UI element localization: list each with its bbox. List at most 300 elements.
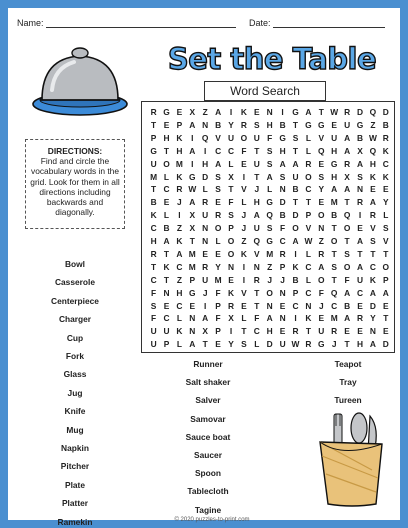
grid-letter[interactable]: N bbox=[279, 313, 286, 324]
grid-letter[interactable]: O bbox=[318, 210, 325, 221]
grid-letter[interactable]: O bbox=[305, 171, 312, 182]
grid-letter[interactable]: R bbox=[202, 197, 209, 208]
grid-letter[interactable]: B bbox=[215, 119, 222, 130]
grid-letter[interactable]: R bbox=[215, 210, 222, 221]
grid-letter[interactable]: S bbox=[150, 300, 157, 311]
grid-letter[interactable]: Y bbox=[318, 184, 325, 195]
grid-letter[interactable]: U bbox=[356, 274, 364, 285]
grid-letter[interactable]: O bbox=[163, 158, 170, 169]
grid-letter[interactable]: S bbox=[357, 171, 363, 182]
grid-letter[interactable]: N bbox=[266, 300, 273, 311]
grid-letter[interactable]: P bbox=[279, 261, 286, 272]
grid-letter[interactable]: L bbox=[305, 248, 311, 259]
grid-letter[interactable]: K bbox=[369, 171, 376, 182]
grid-letter[interactable]: P bbox=[228, 223, 234, 234]
grid-letter[interactable]: C bbox=[305, 184, 312, 195]
grid-letter[interactable]: H bbox=[253, 197, 260, 208]
grid-letter[interactable]: R bbox=[344, 158, 351, 169]
grid-letter[interactable]: G bbox=[266, 236, 273, 246]
grid-letter[interactable]: L bbox=[241, 313, 247, 324]
grid-letter[interactable]: T bbox=[292, 119, 299, 130]
grid-letter[interactable]: R bbox=[150, 107, 157, 117]
grid-letter[interactable]: F bbox=[151, 287, 157, 298]
grid-letter[interactable]: N bbox=[189, 326, 196, 337]
grid-letter[interactable]: R bbox=[253, 274, 260, 285]
grid-letter[interactable]: S bbox=[279, 171, 286, 182]
grid-letter[interactable]: H bbox=[266, 326, 273, 337]
grid-letter[interactable]: U bbox=[292, 171, 299, 182]
grid-letter[interactable]: N bbox=[279, 184, 286, 195]
grid-letter[interactable]: T bbox=[305, 197, 311, 208]
grid-letter[interactable]: E bbox=[215, 339, 221, 350]
grid-letter[interactable]: L bbox=[305, 274, 311, 285]
grid-letter[interactable]: K bbox=[292, 261, 299, 272]
grid-letter[interactable]: V bbox=[305, 223, 312, 234]
grid-letter[interactable]: L bbox=[202, 184, 208, 195]
grid-letter[interactable]: V bbox=[253, 248, 260, 259]
grid-letter[interactable]: E bbox=[370, 184, 376, 195]
grid-letter[interactable]: P bbox=[215, 300, 221, 311]
grid-letter[interactable]: L bbox=[228, 158, 234, 169]
grid-letter[interactable]: N bbox=[202, 223, 209, 234]
grid-letter[interactable]: L bbox=[267, 184, 273, 195]
grid-letter[interactable]: L bbox=[305, 132, 311, 143]
grid-letter[interactable]: V bbox=[215, 132, 221, 143]
grid-letter[interactable]: J bbox=[254, 184, 260, 195]
grid-letter[interactable]: Y bbox=[228, 119, 234, 130]
grid-letter[interactable]: H bbox=[202, 158, 209, 169]
grid-letter[interactable]: A bbox=[253, 210, 260, 221]
grid-letter[interactable]: V bbox=[318, 132, 325, 143]
grid-letter[interactable]: A bbox=[369, 287, 376, 298]
grid-letter[interactable]: A bbox=[189, 339, 196, 350]
grid-letter[interactable]: E bbox=[215, 197, 221, 208]
grid-letter[interactable]: K bbox=[369, 274, 376, 285]
grid-letter[interactable]: B bbox=[292, 274, 299, 285]
grid-letter[interactable]: U bbox=[344, 119, 351, 130]
grid-letter[interactable]: I bbox=[358, 210, 362, 221]
grid-letter[interactable]: Z bbox=[176, 274, 182, 285]
grid-letter[interactable]: K bbox=[150, 210, 157, 221]
grid-letter[interactable]: E bbox=[331, 119, 337, 130]
grid-letter[interactable]: I bbox=[242, 171, 246, 182]
grid-letter[interactable]: O bbox=[343, 261, 351, 272]
grid-letter[interactable]: O bbox=[266, 287, 273, 298]
grid-letter[interactable]: F bbox=[318, 287, 324, 298]
grid-letter[interactable]: U bbox=[279, 339, 286, 350]
grid-letter[interactable]: C bbox=[292, 300, 299, 311]
grid-letter[interactable]: R bbox=[331, 326, 338, 337]
grid-letter[interactable]: V bbox=[241, 287, 247, 298]
grid-letter[interactable]: N bbox=[369, 326, 376, 337]
grid-letter[interactable]: X bbox=[344, 171, 350, 182]
grid-letter[interactable]: L bbox=[163, 171, 170, 182]
grid-letter[interactable]: C bbox=[163, 184, 170, 195]
grid-letter[interactable]: A bbox=[356, 158, 364, 169]
grid-letter[interactable]: U bbox=[202, 274, 209, 285]
grid-letter[interactable]: S bbox=[241, 339, 247, 350]
grid-letter[interactable]: T bbox=[305, 326, 311, 337]
grid-letter[interactable]: H bbox=[331, 145, 338, 156]
grid-letter[interactable]: R bbox=[279, 248, 286, 259]
grid-letter[interactable]: M bbox=[330, 313, 338, 324]
grid-letter[interactable]: G bbox=[189, 287, 196, 298]
grid-letter[interactable]: V bbox=[382, 236, 389, 246]
grid-letter[interactable]: K bbox=[227, 287, 235, 298]
grid-letter[interactable]: T bbox=[163, 274, 170, 285]
grid-letter[interactable]: A bbox=[279, 158, 286, 169]
grid-letter[interactable]: K bbox=[382, 171, 389, 182]
grid-letter[interactable]: L bbox=[176, 313, 182, 324]
grid-letter[interactable]: X bbox=[189, 210, 196, 221]
grid-letter[interactable]: C bbox=[227, 145, 235, 156]
grid-letter[interactable]: R bbox=[202, 261, 209, 272]
grid-letter[interactable]: N bbox=[279, 287, 286, 298]
grid-letter[interactable]: T bbox=[254, 287, 260, 298]
grid-letter[interactable]: T bbox=[202, 339, 208, 350]
grid-letter[interactable]: S bbox=[318, 171, 325, 182]
grid-letter[interactable]: U bbox=[163, 326, 170, 337]
grid-letter[interactable]: Q bbox=[330, 287, 338, 298]
grid-letter[interactable]: T bbox=[383, 313, 389, 324]
grid-letter[interactable]: H bbox=[369, 158, 376, 169]
grid-letter[interactable]: M bbox=[175, 158, 183, 169]
grid-letter[interactable]: N bbox=[202, 236, 209, 246]
grid-letter[interactable]: S bbox=[370, 236, 376, 246]
grid-letter[interactable]: A bbox=[176, 248, 183, 259]
grid-letter[interactable]: I bbox=[294, 248, 297, 259]
grid-letter[interactable]: Q bbox=[266, 210, 273, 221]
grid-letter[interactable]: M bbox=[150, 171, 158, 182]
grid-letter[interactable]: T bbox=[370, 248, 376, 259]
grid-letter[interactable]: T bbox=[344, 236, 350, 246]
grid-letter[interactable]: C bbox=[369, 261, 376, 272]
grid-letter[interactable]: B bbox=[356, 132, 364, 143]
grid-letter[interactable]: W bbox=[304, 236, 313, 246]
grid-letter[interactable]: K bbox=[176, 171, 183, 182]
grid-letter[interactable]: Z bbox=[176, 223, 182, 234]
grid-letter[interactable]: E bbox=[318, 197, 325, 208]
grid-letter[interactable]: O bbox=[318, 274, 325, 285]
grid-letter[interactable]: H bbox=[331, 171, 338, 182]
grid-letter[interactable]: R bbox=[176, 184, 183, 195]
grid-letter[interactable]: F bbox=[254, 313, 260, 324]
grid-letter[interactable]: R bbox=[356, 313, 364, 324]
grid-letter[interactable]: A bbox=[344, 287, 351, 298]
grid-letter[interactable]: E bbox=[189, 300, 196, 311]
grid-letter[interactable]: A bbox=[344, 313, 351, 324]
grid-letter[interactable]: O bbox=[382, 261, 390, 272]
grid-letter[interactable]: A bbox=[266, 313, 273, 324]
grid-letter[interactable]: T bbox=[254, 300, 260, 311]
grid-letter[interactable]: H bbox=[176, 287, 183, 298]
grid-letter[interactable]: Y bbox=[382, 197, 389, 208]
grid-letter[interactable]: G bbox=[292, 107, 299, 117]
grid-letter[interactable]: B bbox=[279, 210, 286, 221]
grid-letter[interactable]: J bbox=[202, 287, 208, 298]
grid-letter[interactable]: Q bbox=[369, 145, 377, 156]
grid-letter[interactable]: I bbox=[191, 132, 194, 143]
grid-letter[interactable]: R bbox=[382, 132, 389, 143]
grid-letter[interactable]: C bbox=[305, 261, 312, 272]
grid-letter[interactable]: B bbox=[382, 119, 389, 130]
grid-letter[interactable]: B bbox=[279, 119, 286, 130]
grid-letter[interactable]: I bbox=[229, 326, 233, 337]
grid-letter[interactable]: C bbox=[305, 287, 312, 298]
grid-letter[interactable]: T bbox=[254, 145, 260, 156]
grid-letter[interactable]: P bbox=[215, 326, 221, 337]
grid-letter[interactable]: C bbox=[215, 145, 222, 156]
grid-letter[interactable]: C bbox=[163, 313, 170, 324]
grid-letter[interactable]: W bbox=[291, 339, 300, 350]
grid-letter[interactable]: H bbox=[356, 339, 364, 350]
grid-letter[interactable]: B bbox=[331, 210, 338, 221]
grid-letter[interactable]: Y bbox=[228, 339, 234, 350]
grid-letter[interactable]: D bbox=[279, 197, 286, 208]
grid-letter[interactable]: C bbox=[331, 300, 338, 311]
grid-letter[interactable]: S bbox=[266, 158, 273, 169]
grid-letter[interactable]: E bbox=[163, 300, 170, 311]
grid-letter[interactable]: E bbox=[279, 300, 286, 311]
grid-letter[interactable]: E bbox=[253, 107, 260, 117]
grid-letter[interactable]: E bbox=[176, 107, 183, 117]
grid-letter[interactable]: U bbox=[202, 210, 209, 221]
grid-letter[interactable]: D bbox=[356, 107, 364, 117]
grid-letter[interactable]: R bbox=[227, 300, 235, 311]
grid-letter[interactable]: F bbox=[241, 145, 247, 156]
grid-letter[interactable]: L bbox=[383, 210, 389, 221]
grid-letter[interactable]: D bbox=[202, 171, 209, 182]
grid-letter[interactable]: H bbox=[279, 145, 286, 156]
grid-letter[interactable]: H bbox=[150, 236, 157, 246]
grid-letter[interactable]: U bbox=[227, 132, 235, 143]
grid-letter[interactable]: D bbox=[382, 339, 389, 350]
grid-letter[interactable]: O bbox=[227, 248, 235, 259]
grid-letter[interactable]: N bbox=[305, 300, 312, 311]
grid-letter[interactable]: S bbox=[253, 119, 260, 130]
grid-letter[interactable]: G bbox=[356, 119, 364, 130]
grid-letter[interactable]: G bbox=[318, 339, 325, 350]
grid-letter[interactable]: A bbox=[331, 184, 338, 195]
grid-letter[interactable]: J bbox=[331, 339, 337, 350]
grid-letter[interactable]: B bbox=[344, 300, 351, 311]
grid-letter[interactable]: R bbox=[369, 210, 376, 221]
grid-letter[interactable]: X bbox=[228, 313, 234, 324]
grid-letter[interactable]: E bbox=[382, 300, 389, 311]
grid-letter[interactable]: I bbox=[242, 261, 246, 272]
grid-letter[interactable]: E bbox=[241, 300, 247, 311]
grid-letter[interactable]: E bbox=[202, 248, 208, 259]
grid-letter[interactable]: E bbox=[228, 274, 234, 285]
grid-letter[interactable]: S bbox=[228, 210, 234, 221]
grid-letter[interactable]: M bbox=[188, 261, 196, 272]
grid-letter[interactable]: D bbox=[266, 339, 273, 350]
grid-letter[interactable]: A bbox=[215, 107, 222, 117]
grid-letter[interactable]: U bbox=[150, 339, 157, 350]
grid-letter[interactable]: K bbox=[240, 107, 247, 117]
grid-letter[interactable]: R bbox=[240, 119, 247, 130]
grid-letter[interactable]: A bbox=[356, 236, 364, 246]
grid-letter[interactable]: N bbox=[202, 119, 209, 130]
grid-letter[interactable]: G bbox=[330, 158, 338, 169]
grid-letter[interactable]: E bbox=[215, 248, 221, 259]
grid-letter[interactable]: K bbox=[176, 132, 183, 143]
grid-letter[interactable]: K bbox=[382, 145, 389, 156]
grid-letter[interactable]: I bbox=[204, 300, 207, 311]
grid-letter[interactable]: G bbox=[318, 119, 325, 130]
grid-letter[interactable]: T bbox=[357, 248, 363, 259]
grid-letter[interactable]: Q bbox=[201, 132, 209, 143]
grid-letter[interactable]: E bbox=[318, 313, 325, 324]
grid-letter[interactable]: P bbox=[150, 132, 157, 143]
grid-letter[interactable]: I bbox=[178, 210, 181, 221]
grid-letter[interactable]: Y bbox=[215, 261, 221, 272]
grid-letter[interactable]: H bbox=[163, 132, 170, 143]
grid-letter[interactable]: P bbox=[189, 274, 196, 285]
grid-letter[interactable]: V bbox=[370, 223, 376, 234]
grid-letter[interactable]: E bbox=[382, 326, 389, 337]
grid-letter[interactable]: O bbox=[343, 223, 351, 234]
grid-letter[interactable]: J bbox=[267, 274, 273, 285]
grid-letter[interactable]: I bbox=[294, 313, 297, 324]
grid-letter[interactable]: A bbox=[189, 145, 196, 156]
grid-letter[interactable]: X bbox=[357, 145, 363, 156]
grid-letter[interactable]: A bbox=[215, 158, 222, 169]
grid-letter[interactable]: E bbox=[357, 223, 363, 234]
grid-letter[interactable]: P bbox=[382, 274, 389, 285]
grid-letter[interactable]: O bbox=[330, 236, 338, 246]
grid-letter[interactable]: E bbox=[241, 158, 247, 169]
grid-letter[interactable]: A bbox=[369, 197, 376, 208]
grid-letter[interactable]: C bbox=[356, 287, 364, 298]
grid-letter[interactable]: C bbox=[253, 326, 260, 337]
grid-letter[interactable]: R bbox=[292, 326, 299, 337]
grid-letter[interactable]: S bbox=[344, 248, 350, 259]
grid-letter[interactable]: N bbox=[266, 107, 273, 117]
grid-letter[interactable]: N bbox=[189, 313, 196, 324]
grid-letter[interactable]: A bbox=[305, 107, 312, 117]
grid-letter[interactable]: C bbox=[279, 236, 286, 246]
grid-letter[interactable]: C bbox=[150, 223, 157, 234]
grid-letter[interactable]: A bbox=[344, 184, 351, 195]
grid-letter[interactable]: G bbox=[266, 197, 273, 208]
grid-letter[interactable]: X bbox=[189, 107, 196, 117]
grid-letter[interactable]: I bbox=[191, 158, 194, 169]
grid-letter[interactable]: M bbox=[214, 274, 222, 285]
grid-letter[interactable]: M bbox=[188, 248, 196, 259]
grid-letter[interactable]: S bbox=[215, 171, 221, 182]
grid-letter[interactable]: B bbox=[292, 184, 299, 195]
grid-letter[interactable]: O bbox=[240, 132, 248, 143]
grid-letter[interactable]: H bbox=[176, 145, 183, 156]
grid-letter[interactable]: T bbox=[163, 248, 170, 259]
grid-letter[interactable]: U bbox=[331, 132, 338, 143]
grid-letter[interactable]: U bbox=[150, 158, 157, 169]
grid-letter[interactable]: A bbox=[202, 313, 209, 324]
grid-letter[interactable]: E bbox=[357, 326, 363, 337]
grid-letter[interactable]: Z bbox=[202, 107, 208, 117]
grid-letter[interactable]: K bbox=[176, 326, 183, 337]
grid-letter[interactable]: G bbox=[150, 145, 157, 156]
grid-letter[interactable]: Q bbox=[369, 107, 377, 117]
grid-letter[interactable]: E bbox=[382, 184, 389, 195]
grid-letter[interactable]: F bbox=[280, 223, 286, 234]
grid-letter[interactable]: A bbox=[292, 158, 299, 169]
name-line[interactable] bbox=[46, 18, 236, 28]
grid-letter[interactable]: N bbox=[253, 261, 260, 272]
grid-letter[interactable]: Y bbox=[370, 313, 376, 324]
grid-letter[interactable]: S bbox=[266, 223, 273, 234]
date-line[interactable] bbox=[273, 18, 385, 28]
grid-letter[interactable]: X bbox=[228, 171, 234, 182]
grid-letter[interactable]: P bbox=[176, 119, 183, 130]
grid-letter[interactable]: C bbox=[150, 274, 157, 285]
grid-letter[interactable]: J bbox=[177, 197, 182, 208]
grid-letter[interactable]: W bbox=[368, 132, 377, 143]
grid-letter[interactable]: N bbox=[163, 287, 170, 298]
grid-letter[interactable]: I bbox=[229, 107, 233, 117]
grid-letter[interactable]: T bbox=[344, 339, 350, 350]
grid-letter[interactable]: U bbox=[253, 223, 260, 234]
grid-letter[interactable]: D bbox=[382, 107, 389, 117]
grid-letter[interactable]: H bbox=[266, 119, 273, 130]
grid-letter[interactable]: T bbox=[331, 274, 337, 285]
grid-letter[interactable]: C bbox=[382, 158, 389, 169]
grid-letter[interactable]: T bbox=[241, 326, 247, 337]
grid-letter[interactable]: Q bbox=[343, 210, 351, 221]
grid-letter[interactable]: E bbox=[163, 119, 170, 130]
grid-letter[interactable]: M bbox=[266, 248, 274, 259]
grid-letter[interactable]: S bbox=[292, 132, 299, 143]
grid-letter[interactable]: Z bbox=[370, 119, 376, 130]
grid-letter[interactable]: Q bbox=[318, 145, 325, 156]
grid-letter[interactable]: S bbox=[215, 184, 221, 195]
grid-letter[interactable]: T bbox=[292, 197, 299, 208]
grid-letter[interactable]: J bbox=[318, 300, 324, 311]
grid-letter[interactable]: L bbox=[163, 210, 170, 221]
grid-letter[interactable]: P bbox=[305, 210, 312, 221]
grid-letter[interactable]: A bbox=[356, 261, 364, 272]
word-search-grid[interactable] bbox=[141, 101, 395, 353]
grid-letter[interactable]: E bbox=[163, 197, 170, 208]
grid-letter[interactable]: G bbox=[279, 132, 286, 143]
grid-letter[interactable]: G bbox=[163, 107, 170, 117]
grid-letter[interactable]: X bbox=[189, 223, 196, 234]
grid-letter[interactable]: F bbox=[344, 274, 350, 285]
grid-letter[interactable]: F bbox=[215, 287, 221, 298]
grid-letter[interactable]: T bbox=[254, 171, 260, 182]
grid-letter[interactable]: O bbox=[214, 223, 222, 234]
grid-letter[interactable]: T bbox=[151, 119, 157, 130]
grid-letter[interactable]: I bbox=[281, 107, 284, 117]
grid-letter[interactable]: C bbox=[176, 300, 183, 311]
grid-letter[interactable]: T bbox=[151, 261, 157, 272]
grid-letter[interactable]: T bbox=[318, 107, 324, 117]
grid-letter[interactable]: O bbox=[227, 236, 235, 246]
grid-letter[interactable]: T bbox=[189, 236, 195, 246]
grid-letter[interactable]: R bbox=[305, 158, 312, 169]
grid-letter[interactable]: E bbox=[344, 326, 350, 337]
grid-letter[interactable]: I bbox=[204, 145, 207, 156]
grid-letter[interactable]: T bbox=[151, 184, 157, 195]
grid-letter[interactable]: A bbox=[189, 119, 196, 130]
grid-letter[interactable]: U bbox=[253, 132, 260, 143]
grid-letter[interactable]: R bbox=[150, 248, 157, 259]
grid-letter[interactable]: V bbox=[241, 184, 247, 195]
grid-letter[interactable]: I bbox=[242, 274, 246, 285]
grid-letter[interactable]: E bbox=[279, 326, 286, 337]
grid-letter[interactable]: L bbox=[254, 339, 260, 350]
